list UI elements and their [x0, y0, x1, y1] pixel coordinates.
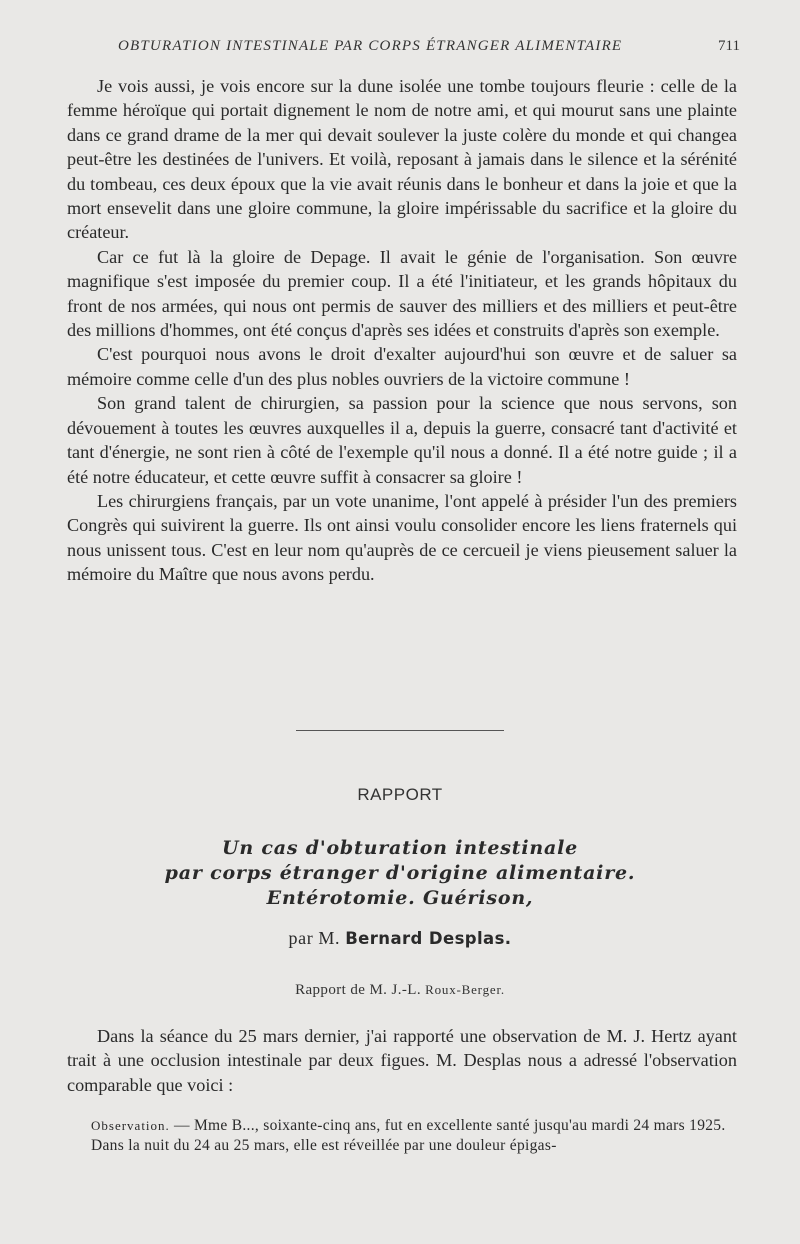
observation-line: [67, 1116, 737, 1136]
page-number: 711: [718, 38, 740, 54]
report-prefix: Rapport de M. J.-L.: [295, 982, 421, 998]
paragraph: Car ce fut là la gloire de Depage. Il avait le génie de l'organisation. Son œuvre magnifique s'est imposée du premier coup. Il a été l'initiateur, et les grands hôpitaux du front de nos armées, qui nous ont permis de sauver des milliers et des milliers et peut-être des millions d'hommes, ont été conçus d'après ses idées et construits d'après son exemple.: [67, 246, 737, 341]
paragraph: Les chirurgiens français, par un vote unanime, l'ont appelé à présider l'un des premiers Congrès qui suivirent la guerre. Ils ont ainsi voulu consolider encore les liens fraternels qui nous unissent tous. C'est en leur nom qu'auprès de ce cercueil je viens pieusement saluer la mémoire du Maître que nous avons perdu.: [67, 490, 737, 585]
article-title-line: par corps étranger d'origine alimentaire.: [164, 862, 636, 884]
observation-lead: Observation.: [91, 1118, 170, 1133]
observation-text: [67, 1116, 737, 1156]
byline-prefix: par M.: [288, 928, 341, 948]
report-attribution: [0, 982, 800, 999]
article-title-line: Entérotomie. Guérison,: [266, 887, 534, 909]
paragraph: Son grand talent de chirurgien, sa passion pour la science que nous servons, son dévouement à toutes les œuvres auxquelles il a, depuis la guerre, consacré tant d'activité et tant d'énergie, ne sont rien à côté de l'exemple qu'il nous a donné. Il a été notre guide ; il a été notre éducateur, et cette œuvre suffit à consacrer sa gloire !: [67, 393, 737, 487]
observation-line-1: — Mme B..., soixante-cinq ans, fut en excellente santé jusqu'au mardi 24 mars 1925.: [169, 1117, 726, 1134]
body-text: [67, 74, 737, 587]
running-header: [118, 38, 740, 60]
article-title-line: Un cas d'obturation intestinale: [221, 837, 579, 859]
paragraph: C'est pourquoi nous avons le droit d'exalter aujourd'hui son œuvre et de saluer sa mémoire comme celle d'un des plus nobles ouvriers de la victoire commune !: [67, 344, 737, 389]
intro-text: [67, 1024, 737, 1097]
paragraph: Je vois aussi, je vois encore sur la dune isolée une tombe toujours fleurie : celle de la femme héroïque qui portait dignement le nom de notre ami, et qui mourut sans une plainte dans ce grand drame de la mer qui devait soulever la juste colère du monde et qui changea peut-être les destinées de l'univers. Et voilà, reposant à jamais dans le silence et la sérénité du tombeau, ces deux époux que la vie avait réunis dans le bonheur et dans la joie et que la mort ensevelit dans une gloire commune, la gloire impérissable du sacrifice et la gloire du créateur.: [67, 76, 737, 243]
report-author: Roux-Berger.: [425, 982, 505, 997]
author-name: Bernard Desplas.: [345, 929, 512, 948]
section-heading: RAPPORT: [357, 785, 443, 804]
section-divider: [296, 730, 504, 731]
byline: [0, 928, 800, 949]
running-title: OBTURATION INTESTINALE PAR CORPS ÉTRANGER ALIMENTAIRE: [118, 38, 623, 54]
article-title: [0, 836, 800, 911]
observation-line-2: Dans la nuit du 24 au 25 mars, elle est réveillée par une douleur épigas-: [91, 1137, 557, 1154]
paragraph: Dans la séance du 25 mars dernier, j'ai rapporté une observation de M. J. Hertz ayant trait à une occlusion intestinale par deux figues. M. Desplas nous a adressé l'observation comparable que voici :: [67, 1026, 737, 1095]
